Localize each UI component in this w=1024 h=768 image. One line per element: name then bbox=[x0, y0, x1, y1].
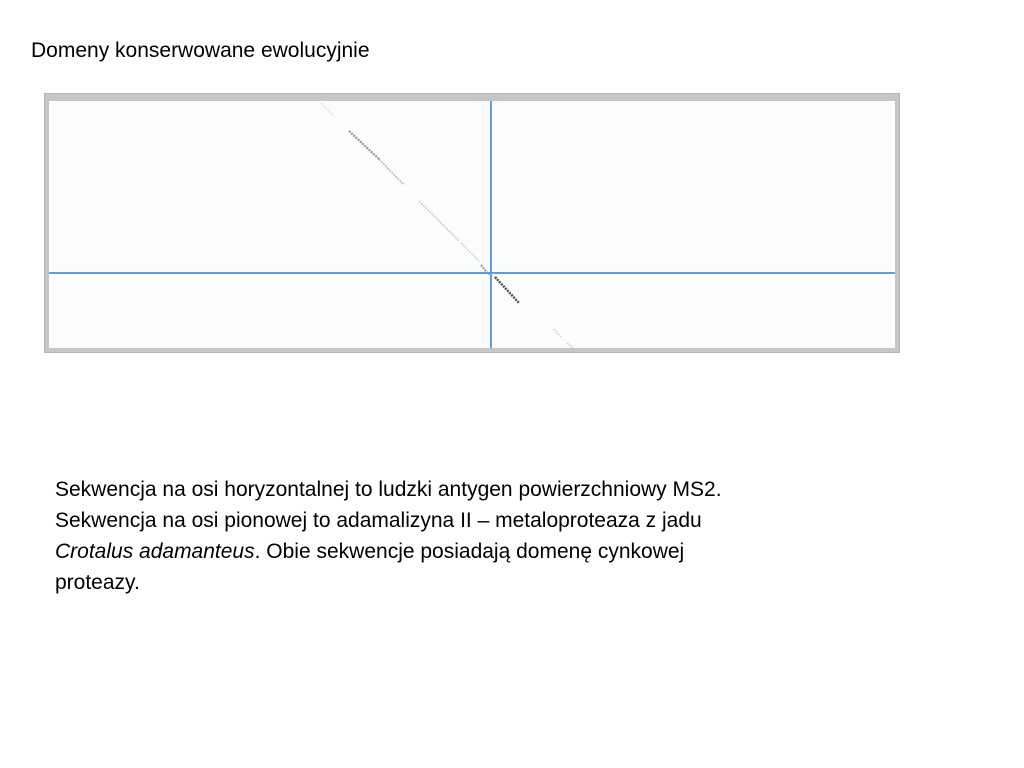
diagonal-alignment-marks bbox=[321, 103, 573, 348]
caption-line-3-rest: . Obie sekwencje posiadają domenę cynkowej bbox=[254, 540, 685, 563]
diagonal-segment-4 bbox=[419, 201, 459, 241]
diagonal-segment-7 bbox=[495, 277, 519, 303]
caption-line-4: proteazy. bbox=[55, 571, 140, 594]
diagonal-segment-1 bbox=[321, 103, 333, 115]
dot-plot bbox=[49, 101, 895, 348]
diagonal-segment-2 bbox=[349, 131, 379, 159]
caption-text bbox=[55, 474, 935, 598]
diagonal-segment-9 bbox=[567, 343, 573, 348]
dot-plot-area bbox=[49, 101, 895, 348]
species-name: Crotalus adamanteus bbox=[55, 540, 255, 563]
diagonal-segment-3 bbox=[379, 159, 404, 185]
diagonal-segment-5 bbox=[461, 243, 479, 261]
diagonal-segment-8 bbox=[554, 329, 561, 337]
caption-line-3 bbox=[55, 536, 935, 567]
caption-line-2: Sekwencja na osi pionowej to adamalizyna II – metaloproteaza z jadu bbox=[55, 509, 702, 532]
slide-title: Domeny konserwowane ewolucyjnie bbox=[31, 39, 370, 62]
caption-line-1: Sekwencja na osi horyzontalnej to ludzki antygen powierzchniowy MS2. bbox=[55, 478, 722, 501]
dot-plot-frame bbox=[44, 93, 900, 353]
